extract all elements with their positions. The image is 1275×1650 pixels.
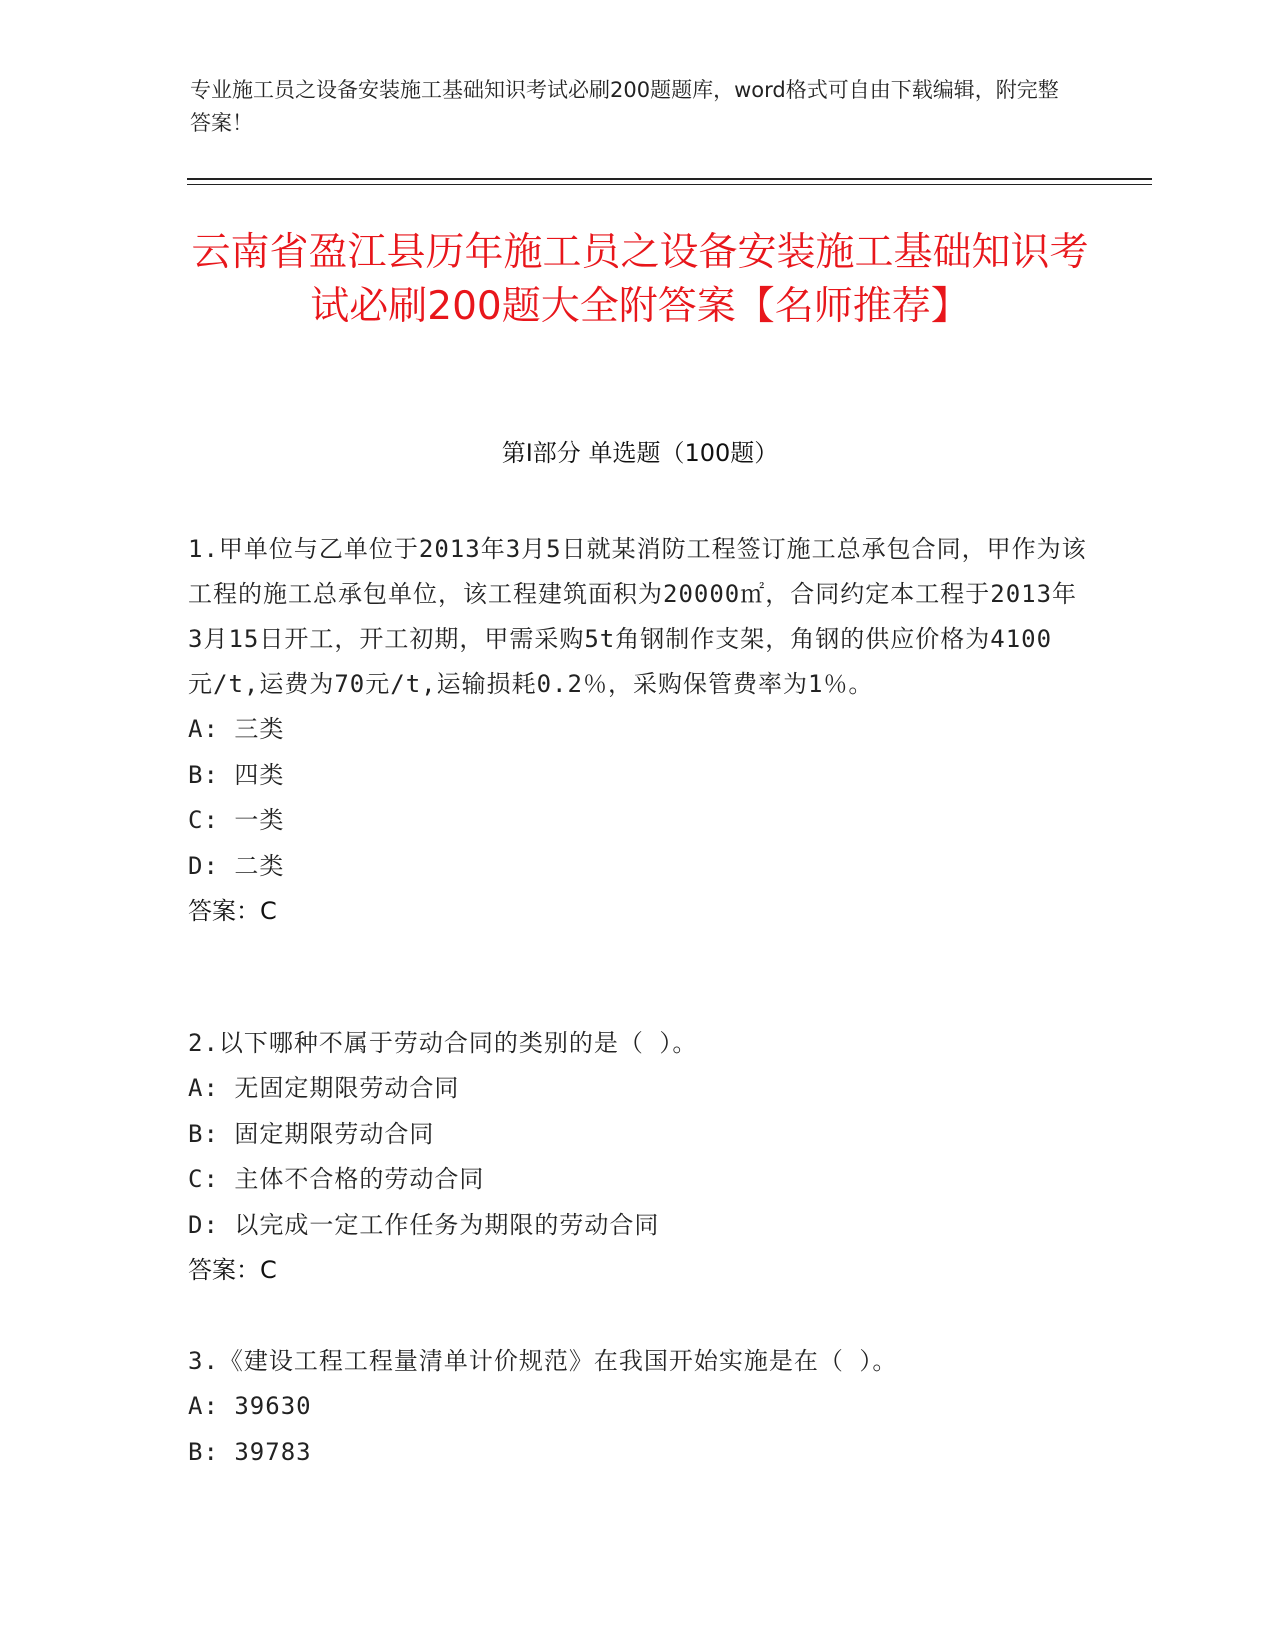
header-divider-thick <box>187 178 1152 180</box>
question-2 <box>188 1021 1088 1293</box>
option-b: B: 四类 <box>188 760 285 789</box>
option-a: A: 39630 <box>188 1392 312 1420</box>
header-divider-thin <box>187 184 1152 185</box>
section-heading: 第Ⅰ部分 单选题（100题） <box>501 439 779 467</box>
option-d: D: 二类 <box>188 851 285 880</box>
option-a: A: 无固定期限劳动合同 <box>188 1074 460 1102</box>
option-c: C: 主体不合格的劳动合同 <box>188 1165 485 1193</box>
option-b: B: 39783 <box>188 1437 312 1466</box>
document-title: 云南省盈江县历年施工员之设备安装施工基础知识考试必刷200题大全附答案【名师推荐】 <box>191 230 1089 329</box>
option-a: A: 三类 <box>188 715 285 743</box>
question-answer: 答案：C <box>188 1256 277 1284</box>
header-note: 专业施工员之设备安装施工基础知识考试必刷200题题库，word格式可自由下载编辑，附完整答案！ <box>190 78 1059 135</box>
question-stem: 2.以下哪种不属于劳动合同的类别的是（ ）。 <box>188 1029 698 1057</box>
question-3 <box>188 1339 1088 1475</box>
option-d: D: 以完成一定工作任务为期限的劳动合同 <box>188 1210 660 1239</box>
option-b: B: 固定期限劳动合同 <box>188 1119 435 1148</box>
question-stem: 3.《建设工程工程量清单计价规范》在我国开始实施是在（ ）。 <box>188 1347 898 1375</box>
question-1 <box>188 527 1088 934</box>
option-c: C: 一类 <box>188 806 285 834</box>
question-stem: 1.甲单位与乙单位于2013年3月5日就某消防工程签订施工总承包合同，甲作为该工程的施工总承包单位，该工程建筑面积为20000㎡，合同约定本工程于2013年3月15日开工，开工初期，甲需采购5t角钢制作支架，角钢的供应价格为4100元/t,运费为70元/t,运输损耗0.2％，采购保管费率为1％。 <box>188 535 1087 698</box>
question-answer: 答案：C <box>188 897 277 925</box>
